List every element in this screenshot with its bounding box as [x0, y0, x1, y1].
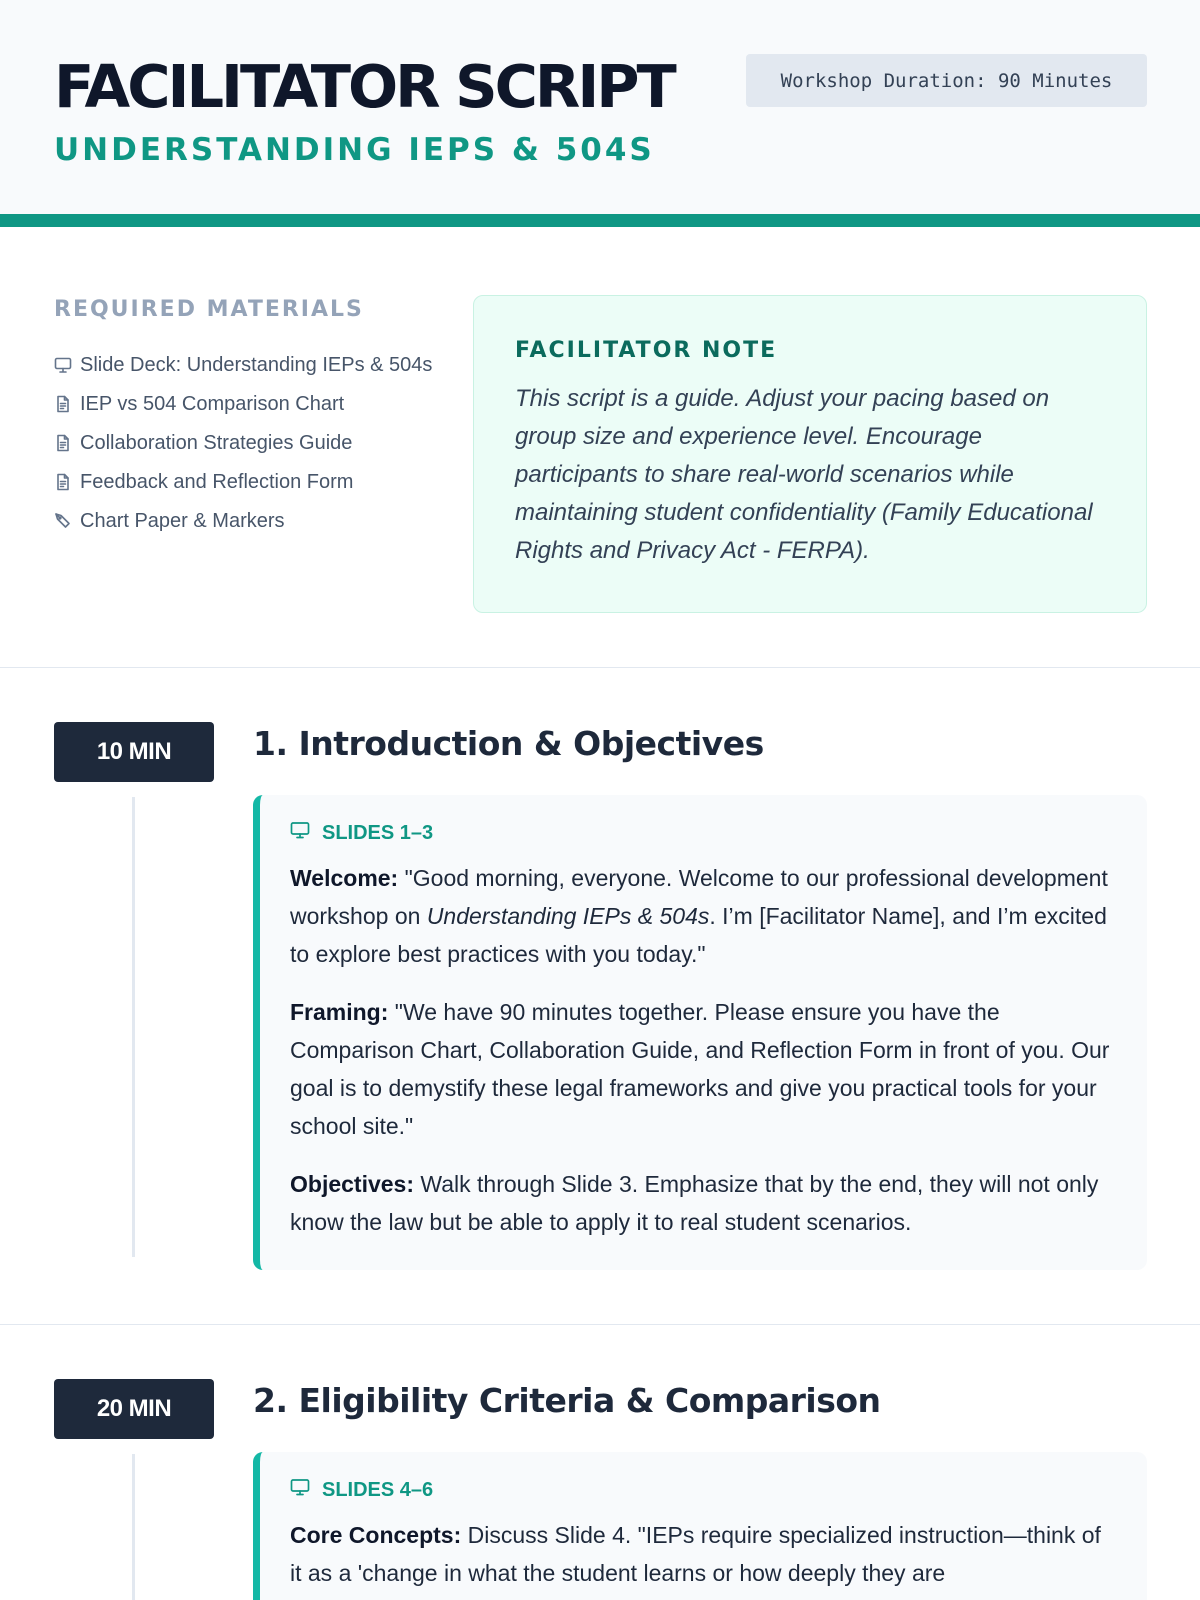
materials-item-label: IEP vs 504 Comparison Chart — [80, 393, 345, 415]
materials-item-label: Feedback and Reflection Form — [80, 471, 354, 493]
welcome-label: Welcome: — [290, 865, 399, 891]
presentation-icon — [290, 821, 322, 845]
materials-item-label: Chart Paper & Markers — [80, 510, 285, 532]
objectives-label: Objectives: — [290, 1171, 414, 1197]
materials-item-label: Slide Deck: Understanding IEPs & 504s — [80, 354, 433, 376]
welcome-text: "Good morning, everyone. Welcome to our professional development workshop on — [290, 865, 1108, 929]
materials-item — [54, 508, 434, 534]
core-concepts-label: Core Concepts: — [290, 1522, 462, 1548]
section-title: 1. Introduction & Objectives — [253, 724, 764, 763]
facilitator-note — [473, 295, 1147, 613]
slides-label — [290, 821, 1117, 845]
presentation-icon — [290, 1478, 322, 1502]
section-divider — [0, 667, 1200, 668]
materials-item — [54, 391, 434, 417]
facilitator-note-heading: FACILITATOR NOTE — [515, 338, 778, 363]
timeline-line — [132, 797, 135, 1257]
objectives-paragraph — [290, 1165, 1117, 1241]
materials-item — [54, 469, 434, 495]
slides-label — [290, 1478, 1117, 1502]
page-header — [0, 0, 1200, 227]
slides-range: SLIDES 1–3 — [322, 821, 434, 844]
materials-item — [54, 352, 434, 378]
script-card — [253, 795, 1147, 1270]
document-icon — [54, 430, 80, 452]
document-icon — [54, 469, 80, 491]
objectives-text: Walk through Slide 3. Emphasize that by the end, they will not only know the law but be able to apply it to real student scenarios. — [290, 1171, 1099, 1235]
framing-label: Framing: — [290, 999, 389, 1025]
core-concepts-paragraph — [290, 1516, 1117, 1592]
facilitator-note-text: This script is a guide. Adjust your pacing based on group size and experience level. Encourage participants to share real-world scenarios while maintaining student confidentiality (Family Educational Rights and Privacy Act - FERPA). — [515, 385, 1093, 564]
section-divider — [0, 1324, 1200, 1325]
section-title: 2. Eligibility Criteria & Comparison — [253, 1381, 881, 1420]
materials-item-label: Collaboration Strategies Guide — [80, 432, 353, 454]
document-icon — [54, 391, 80, 413]
timeline-line — [132, 1454, 135, 1600]
page-title: FACILITATOR SCRIPT — [54, 52, 674, 121]
time-badge: 10 MIN — [54, 722, 214, 782]
time-badge: 20 MIN — [54, 1379, 214, 1439]
framing-text: "We have 90 minutes together. Please ensure you have the Comparison Chart, Collaboration Guide, and Reflection Form in front of you. Our goal is to demystify these legal frameworks and give you practical tools for your school site." — [290, 999, 1110, 1139]
welcome-paragraph — [290, 859, 1117, 973]
presentation-icon — [54, 352, 80, 374]
script-card — [253, 1452, 1147, 1600]
slides-range: SLIDES 4–6 — [322, 1478, 434, 1501]
materials-heading: REQUIRED MATERIALS — [54, 297, 364, 322]
framing-paragraph — [290, 993, 1117, 1145]
marker-icon — [54, 508, 80, 530]
materials-list — [54, 352, 434, 547]
core-concepts-text: Discuss Slide 4. "IEPs require specialized instruction—think of it as a 'change in what the student learns or how deeply they are — [290, 1522, 1101, 1586]
materials-item — [54, 430, 434, 456]
workshop-name: Understanding IEPs & 504s — [426, 903, 710, 929]
welcome-text-end: . I’m [Facilitator Name], and I’m excited to explore best practices with you today." — [290, 903, 1107, 967]
duration-badge: Workshop Duration: 90 Minutes — [746, 54, 1147, 107]
page-subtitle: UNDERSTANDING IEPS & 504S — [54, 132, 655, 168]
